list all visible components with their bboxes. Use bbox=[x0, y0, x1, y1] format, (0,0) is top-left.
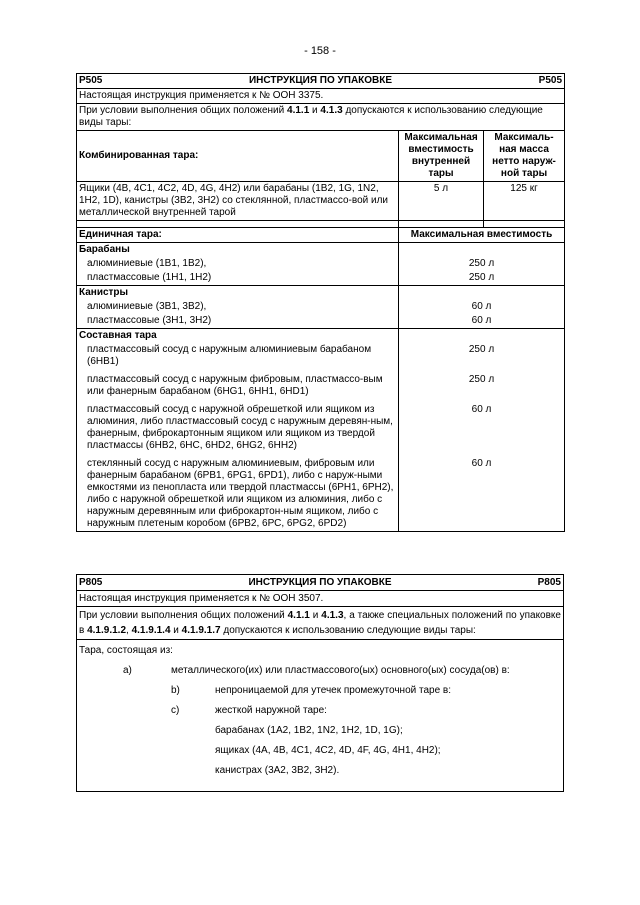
drums-label: Барабаны bbox=[77, 243, 399, 258]
p505-applies: Настоящая инструкция применяется к № ООН 3375. bbox=[77, 89, 565, 104]
list-item: канистрах (3А2, 3В2, 3Н2). bbox=[215, 765, 340, 776]
col-inner-capacity: Максимальная вместимость внутренней тары bbox=[399, 131, 484, 182]
p805-code-right: P805 bbox=[537, 577, 561, 588]
single-label: Единичная тара: bbox=[77, 228, 399, 243]
list-item: пластмассовые (3Н1, 3Н2) 60 л bbox=[77, 314, 565, 329]
col-net-mass: Максималь-ная масса нетто наруж-ной тары bbox=[484, 131, 565, 182]
p805-applies: Настоящая инструкция применяется к № ООН 3507. bbox=[77, 591, 564, 607]
col-max-capacity: Максимальная вместимость bbox=[399, 228, 565, 243]
jerrycans-label: Канистры bbox=[77, 286, 399, 301]
single-header-row bbox=[77, 228, 565, 243]
list-item: стеклянный сосуд с наружным алюминиевым, фибровым или фанерным барабаном (6РВ1, 6РG1, 6РD1), либо с наруж-ными емкостями из пенопласта или твердой пластмассы (6РН1, 6РН2), либо с наружной обрешеткой или ящиком из алюминия, либо с наружным деревянным или фиброкартон-ным ящиком, либо с наружным плетеным коробом (6РВ2, 6РС, 6РG2, 6РD2) 60 л bbox=[77, 457, 565, 532]
p805-consisting: Тара, состоящая из: bbox=[79, 645, 173, 656]
combined-row-text: Ящики (4В, 4С1, 4С2, 4D, 4G, 4Н2) или барабаны (1В2, 1G, 1N2, 1Н2, 1D), канистры (3В2, 3Н2) со стеклянной, пластмассо-вой или металлической внутренней тарой bbox=[77, 182, 399, 221]
p805-general-provisions: При условии выполнения общих положений 4.1.1 и 4.1.3, а также специальных положений по упаковке в 4.1.9.1.2, 4.1.9.1.4 и 4.1.9.1.7 допускаются к использованию следующие виды тары: bbox=[77, 607, 564, 640]
p805-list bbox=[77, 640, 564, 792]
p805-table bbox=[76, 574, 564, 792]
page-number: - 158 - bbox=[304, 45, 336, 57]
list-item: ящиках (4А, 4В, 4С1, 4С2, 4D, 4F, 4G, 4Н1, 4Н2); bbox=[215, 745, 441, 756]
p805-code-left: P805 bbox=[79, 577, 103, 588]
combined-header-row bbox=[77, 131, 565, 182]
list-item: пластмассовый сосуд с наружной обрешеткой или ящиком из алюминия, либо пластмассовый сосуд с наружным деревян-ным, фанерным, фиброкартонным ящиком или ящиком из твердой пластмассы (6НВ2, 6НС, 6НD2, 6НG2, 6НН2) 60 л bbox=[77, 403, 565, 457]
p505-code-left: P505 bbox=[79, 75, 103, 86]
combined-label: Комбинированная тара: bbox=[77, 131, 399, 182]
p505-general-provisions: При условии выполнения общих положений 4.1.1 и 4.1.3 допускаются к использованию следующие виды тары: bbox=[77, 104, 565, 131]
list-item: пластмассовые (1Н1, 1Н2) 250 л bbox=[77, 271, 565, 286]
list-item: алюминиевые (3В1, 3В2), 60 л bbox=[77, 300, 565, 314]
list-item: a) металлического(их) или пластмассового(ых) основного(ых) сосуда(ов) в: bbox=[123, 665, 510, 676]
combined-row bbox=[77, 182, 565, 221]
p805-title: ИНСТРУКЦИЯ ПО УПАКОВКЕ bbox=[248, 577, 392, 588]
p505-header-row bbox=[77, 74, 565, 89]
combined-row-inner: 5 л bbox=[399, 182, 484, 221]
p805-header-row bbox=[77, 575, 564, 591]
p505-code-right: P505 bbox=[538, 75, 563, 86]
list-item: пластмассовый сосуд с наружным алюминиевым барабаном (6НВ1) 250 л bbox=[77, 343, 565, 373]
list-item: барабанах (1А2, 1В2, 1N2, 1Н2, 1D, 1G); bbox=[215, 725, 403, 736]
p505-table bbox=[76, 73, 565, 532]
list-item: пластмассовый сосуд с наружным фибровым, пластмассо-вым или фанерным барабаном (6НG1, 6НН1, 6НD1) 250 л bbox=[77, 373, 565, 403]
list-item: b) непроницаемой для утечек промежуточной таре в: bbox=[171, 685, 452, 696]
p505-title: ИНСТРУКЦИЯ ПО УПАКОВКЕ bbox=[248, 75, 393, 86]
combined-row-net: 125 кг bbox=[484, 182, 565, 221]
list-item: алюминиевые (1В1, 1В2), 250 л bbox=[77, 257, 565, 271]
list-item: c) жесткой наружной таре: bbox=[171, 705, 327, 716]
composite-label: Составная тара bbox=[77, 329, 399, 344]
